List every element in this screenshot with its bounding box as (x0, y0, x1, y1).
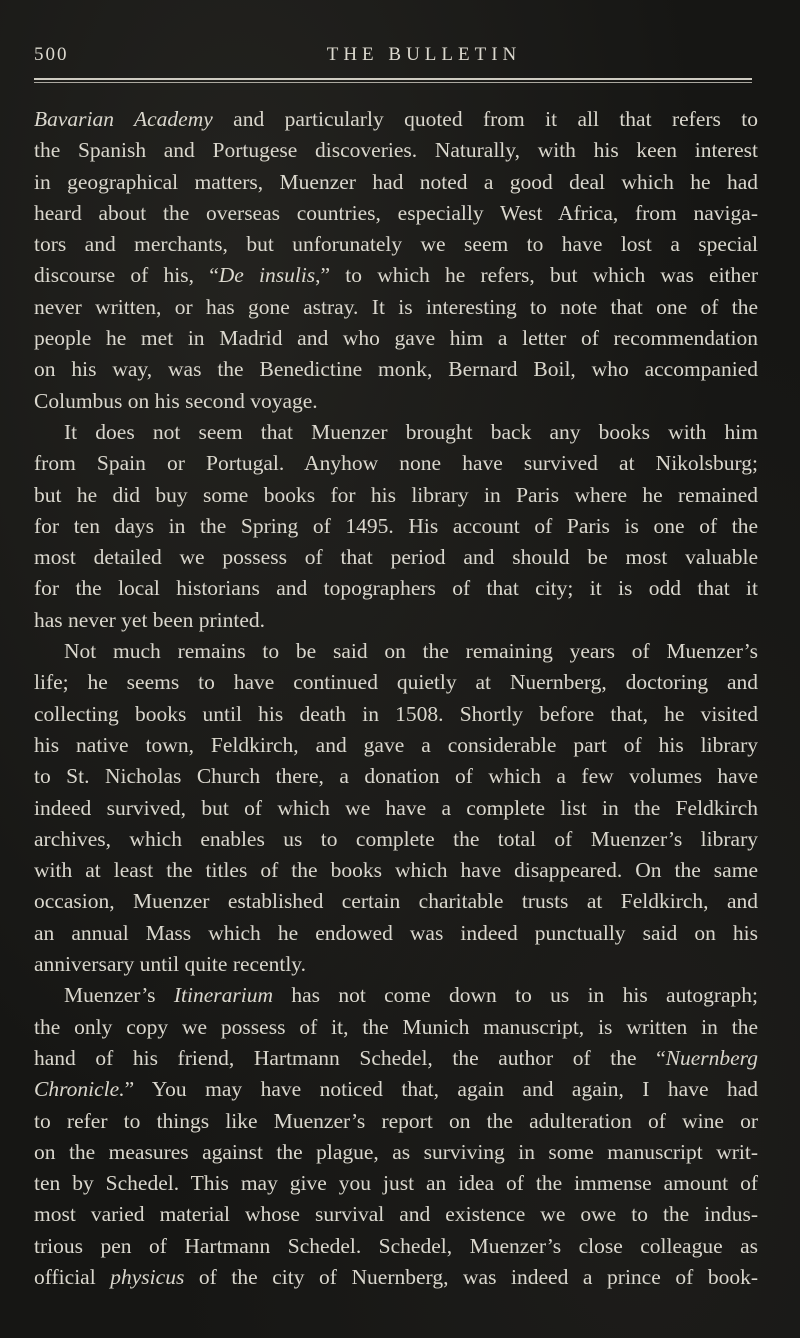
text-segment: heard about the overseas countries, especially West Africa, from naviga- (34, 200, 758, 225)
italic-text: physicus (110, 1264, 185, 1289)
text-segment: collecting books until his death in 1508. Shortly before that, he visited (34, 701, 758, 726)
italic-text: Itinerarium (173, 983, 274, 1008)
text-segment: the only copy we possess of it, the Munich manuscript, is written in the (34, 1014, 758, 1039)
text-segment: ” You may have noticed that, again and again, I have had (124, 1077, 758, 1102)
text-segment: for the local historians and topographers of that city; it is odd that it (34, 576, 758, 601)
text-line (34, 198, 758, 229)
text-line (34, 980, 758, 1011)
text-line (34, 135, 758, 166)
header-rule (34, 78, 752, 80)
text-segment: for ten days in the Spring of 1495. His account of Paris is one of the (34, 513, 758, 538)
text-line (34, 1106, 758, 1137)
text-line (34, 260, 758, 291)
text-line (34, 918, 758, 949)
text-segment: ,” to which he refers, but which was either (315, 263, 758, 288)
text-line (34, 761, 758, 792)
text-line (34, 1012, 758, 1043)
text-line (34, 949, 758, 980)
text-segment: Muenzer’s (64, 983, 174, 1008)
text-segment: It does not seem that Muenzer brought back any books with him (64, 419, 758, 444)
text-line (34, 1199, 758, 1230)
text-segment: in geographical matters, Muenzer had noted a good deal which he had (34, 169, 758, 194)
text-line (34, 354, 758, 385)
text-line (34, 448, 758, 479)
text-segment: and particularly quoted from it all that refers to (212, 107, 758, 131)
text-segment: to St. Nicholas Church there, a donation of which a few volumes have (34, 764, 758, 789)
text-segment: with at least the titles of the books which have disappeared. On the same (34, 858, 758, 883)
text-line (34, 417, 758, 448)
text-segment: trious pen of Hartmann Schedel. Schedel, Muenzer’s close colleague as (34, 1233, 758, 1258)
text-line (34, 1168, 758, 1199)
text-segment: most detailed we possess of that period and should be most valuable (34, 545, 758, 570)
text-segment: occasion, Muenzer established certain charitable trusts at Feldkirch, and (34, 889, 758, 914)
text-line (34, 1043, 758, 1074)
text-segment: archives, which enables us to complete the total of Muenzer’s library (34, 826, 758, 851)
running-title: THE BULLETIN (326, 44, 522, 65)
text-segment: most varied material whose survival and existence we owe to the indus- (34, 1202, 758, 1227)
text-segment: Columbus on his second voyage. (34, 388, 318, 413)
header-rule-thin (34, 82, 752, 83)
text-segment: people he met in Madrid and who gave him a letter of recommendation (34, 326, 758, 351)
text-segment: tors and merchants, but unforunately we seem to have lost a special (34, 232, 758, 257)
text-segment: never written, or has gone astray. It is interesting to note that one of the (34, 294, 758, 319)
text-segment: ten by Schedel. This may give you just an idea of the immense amount of (34, 1171, 758, 1196)
text-segment: life; he seems to have continued quietly at Nuernberg, doctoring and (34, 670, 758, 695)
text-segment: on his way, was the Benedictine monk, Bernard Boil, who accompanied (34, 357, 758, 382)
italic-text: Chronicle. (34, 1077, 125, 1102)
text-line (34, 667, 758, 698)
text-segment: his native town, Feldkirch, and gave a considerable part of his library (34, 732, 758, 757)
text-segment: discourse of his, “ (34, 263, 219, 288)
text-segment: on the measures against the plague, as surviving in some manuscript writ- (34, 1139, 758, 1164)
italic-text: Bavarian Academy (34, 107, 213, 131)
text-line (34, 730, 758, 761)
text-line (34, 511, 758, 542)
text-segment: has never yet been printed. (34, 607, 266, 632)
text-segment: from Spain or Portugal. Anyhow none have survived at Nikolsburg; (34, 451, 758, 476)
text-line (34, 1137, 758, 1168)
text-segment: the Spanish and Portugese discoveries. Naturally, with his keen interest (34, 138, 758, 163)
text-line (34, 886, 758, 917)
text-segment: official (34, 1264, 111, 1289)
text-line (34, 636, 758, 667)
text-line (34, 323, 758, 354)
text-segment: has not come down to us in his autograph; (273, 983, 758, 1008)
page-number: 500 (34, 44, 69, 65)
italic-text: De insulis (218, 263, 316, 288)
text-line (34, 573, 758, 604)
text-line (34, 229, 758, 260)
text-segment: to refer to things like Muenzer’s report on the adulteration of wine or (34, 1108, 758, 1133)
text-segment: anniversary until quite recently. (34, 952, 307, 977)
text-line (34, 167, 758, 198)
italic-text: Nuernberg (665, 1045, 758, 1070)
text-line (34, 699, 758, 730)
text-line (34, 542, 758, 573)
text-segment: an annual Mass which he endowed was indeed punctually said on his (34, 920, 758, 945)
text-line (34, 824, 758, 855)
body-text (34, 104, 758, 1293)
text-segment: indeed survived, but of which we have a complete list in the Feldkirch (34, 795, 758, 820)
text-line (34, 1231, 758, 1262)
text-line (34, 104, 758, 135)
text-segment: but he did buy some books for his library in Paris where he remained (34, 482, 758, 507)
text-segment: hand of his friend, Hartmann Schedel, the author of the “ (34, 1045, 666, 1070)
text-segment: Not much remains to be said on the remaining years of Muenzer’s (64, 639, 758, 664)
text-line (34, 480, 758, 511)
text-line (34, 855, 758, 886)
text-line (34, 605, 758, 636)
text-segment: of the city of Nuernberg, was indeed a prince of book- (184, 1264, 758, 1289)
text-line (34, 1074, 758, 1105)
text-line (34, 1262, 758, 1293)
text-line (34, 292, 758, 323)
text-line (34, 793, 758, 824)
page-header (34, 44, 754, 74)
text-line (34, 386, 758, 417)
